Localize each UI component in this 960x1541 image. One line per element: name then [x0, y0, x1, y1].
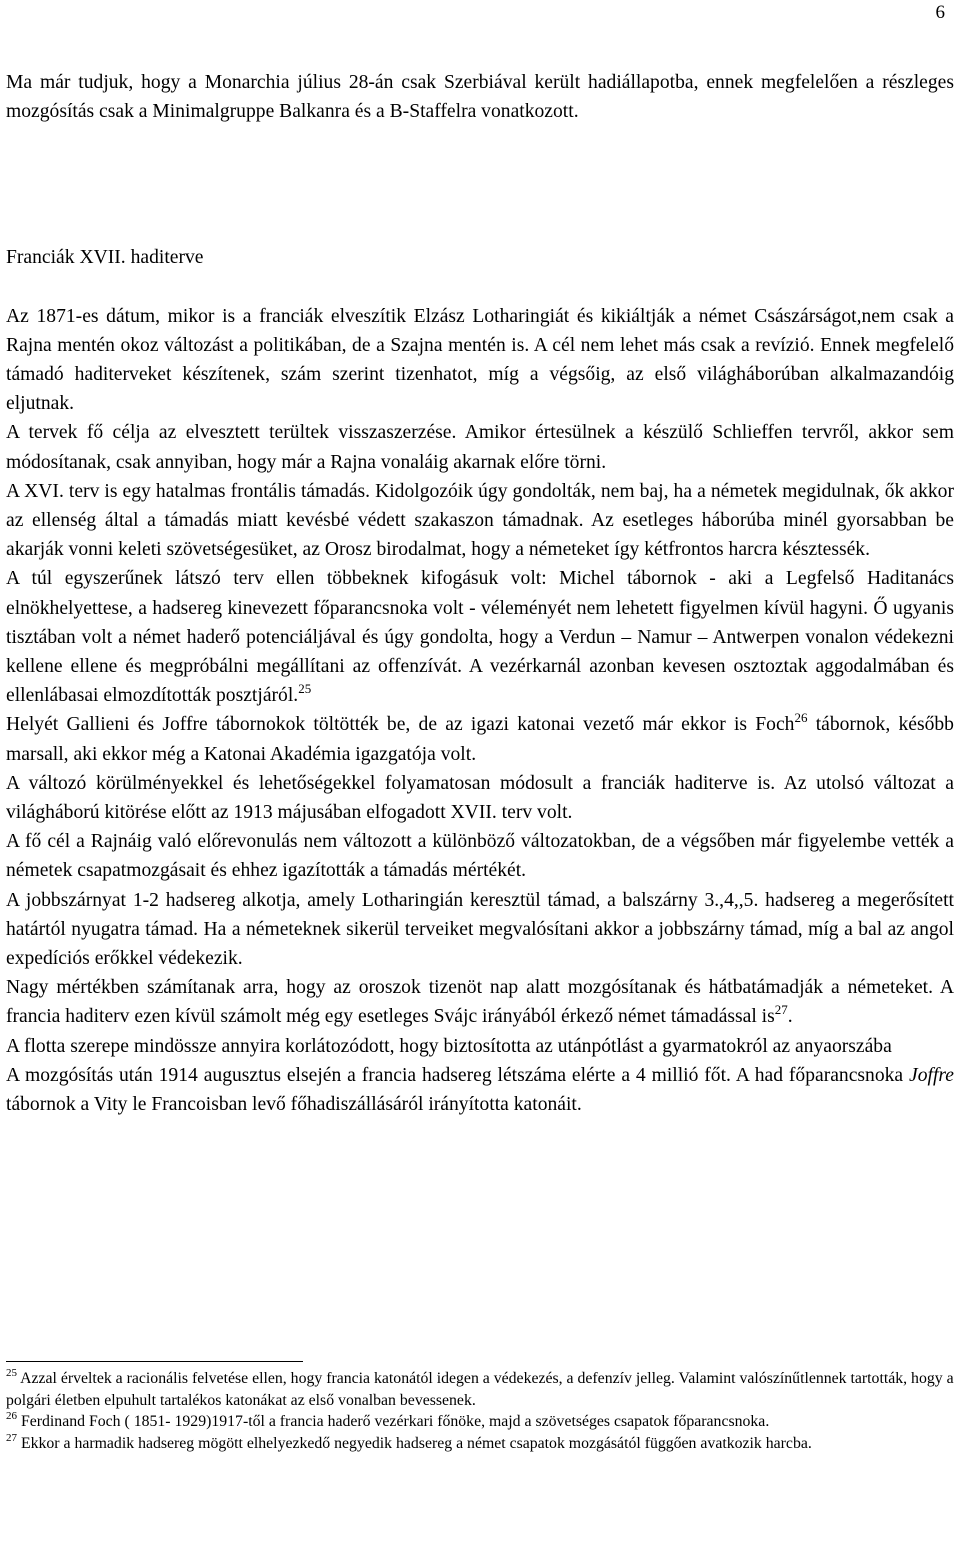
footnote-26	[6, 1411, 954, 1433]
paragraph: A XVI. terv is egy hatalmas frontális támadás. Kidolgozóik úgy gondolták, nem baj, ha a németek megidulnak, ők akkor az ellenség által a támadás miatt kevésbé védett szakaszon támadnak. Az esetleges háborúba minél gyorsabban be akarják vonni keleti szövetségesüket, az Orosz birodalmat, hogy a németeket így kétfrontos harcra késztessék.	[6, 480, 954, 561]
paragraph-text: A túl egyszerűnek látszó terv ellen többeknek kifogásuk volt: Michel tábornok - aki a Legfelső Haditanács elnökhelyettese, a hadsereg kinevezett főparancsnoka volt - véleményét nem lehetett figyelmen kívül hagyni. Ő ugyanis tisztában volt a német haderő potenciáljával és úgy gondolta, hogy a Verdun – Namur – Antwerpen vonalon védekezni kellene ellene és megpróbálni megállítani az offenzívát. A vezérkarnál azonban kevesen osztoztak aggodalmában és ellenlábasai elmozdították posztjáról.	[6, 568, 954, 707]
paragraph: A jobbszárnyat 1-2 hadsereg alkotja, amely Lotharingián keresztül támad, a balszárny 3.,4,,5. hadsereg a megerősített határtól nyugatra támad. Ha a németeknek sikerül terveiket megvalósítani akkor a jobbszárny támad, míg a bal az angol expedíciós erőkkel védekezik.	[6, 889, 954, 970]
paragraph-text: A mozgósítás után 1914 augusztus elsején a francia hadsereg létszáma elérte a 4 millió főt. A had főparancsnoka	[6, 1064, 910, 1086]
footnote-text: Azzal érveltek a racionális felvetése ellen, hogy francia katonától idegen a védekezés, a defenzív jelleg. Valamint valószínűtlennek tartották, hogy a polgári életben elpuhult tartalékos katonákat az első vonalban bevessenek.	[6, 1370, 954, 1409]
footnote-25	[6, 1368, 954, 1411]
paragraph-text: tábornok a Vity le Francoisban levő főhadiszállásáról irányította katonáit.	[6, 1094, 582, 1116]
paragraph	[6, 973, 954, 1031]
footnote-text: Ferdinand Foch ( 1851- 1929)1917-től a francia haderő vezérkari főnöke, majd a szövetséges csapatok főparancsnoka.	[17, 1413, 770, 1430]
footnote-27	[6, 1433, 954, 1455]
paragraph-text: tábornok, később marsall, aki ekkor még a Katonai Akadémia igazgatója volt.	[6, 714, 954, 765]
footnote-number: 25	[6, 1367, 17, 1379]
emphasis: Joffre	[909, 1064, 954, 1086]
spacer	[6, 126, 954, 243]
footnotes	[6, 1368, 954, 1454]
footnote-separator	[6, 1361, 303, 1362]
paragraph: A fő cél a Rajnáig való előrevonulás nem változott a különböző változatokban, de a végsőben már figyelembe vették a németek csapatmozgásait és ehhez igazították a támadás mértékét.	[6, 831, 954, 882]
paragraph: Az 1871-es dátum, mikor is a franciák elveszítik Elzász Lotharingiát és kikiáltják a német Császárságot,nem csak a Rajna mentén okoz változást a politikában, de a Szajna mentén is. A cél nem lehet más csak a revízió. Ennek megfelelő támadó haditerveket készítenek, szám szerint tizenhatot, míg a végsőig, az első világháborúban alkalmazandóig eljutnak.	[6, 305, 954, 415]
footnote-ref-25[interactable]: 25	[298, 681, 312, 697]
intro-paragraph: Ma már tudjuk, hogy a Monarchia július 28-án csak Szerbiával került hadiállapotba, ennek megfelelően a részleges mozgósítás csak a Minimalgruppe Balkanra és a B-Staffelra vonatkozott.	[6, 72, 954, 123]
paragraph-text: Nagy mértékben számítanak arra, hogy az oroszok tizenöt nap alatt mozgósítanak és hátbatámadják a németeket. A francia haditerv ezen kívül számolt még egy esetleges Svájc irányából érkező német támadással is	[6, 977, 954, 1028]
page-number: 6	[935, 2, 945, 23]
footnote-number: 26	[6, 1410, 17, 1422]
paragraph	[6, 1061, 954, 1119]
paragraph: A változó körülményekkel és lehetőségekkel folyamatosan módosult a franciák haditerve is. Az utolsó változat a világháború kitörése előtt az 1913 májusában elfogadott XVII. terv volt.	[6, 772, 954, 824]
document-body	[6, 68, 954, 1119]
section-heading: Franciák XVII. haditerve	[6, 247, 204, 269]
footnote-text: Ekkor a harmadik hadsereg mögött elhelyezkedő negyedik hadsereg a német csapatok mozgásától függően avatkozik harcba.	[17, 1434, 812, 1452]
footnote-ref-27[interactable]: 27	[774, 1002, 788, 1018]
paragraph	[6, 564, 954, 710]
footnote-number: 27	[6, 1431, 17, 1444]
paragraph: A flotta szerepe mindössze annyira korlátozódott, hogy biztosította az utánpótlást a gyarmatokról az anyaorszába	[6, 1035, 892, 1057]
paragraph-text: .	[787, 1006, 793, 1028]
paragraph	[6, 710, 954, 768]
spacer	[6, 273, 954, 302]
paragraph: A tervek fő célja az elvesztett terültek visszaszerzése. Amikor értesülnek a készülő Schlieffen tervről, akkor sem módosítanak, csak annyiban, hogy már a Rajna vonaláig akarnak előre törni.	[6, 422, 954, 473]
footnote-ref-26[interactable]: 26	[794, 710, 808, 726]
paragraph-text: Helyét Gallieni és Joffre tábornokok töltötték be, de az igazi katonai vezető már ekkor is Foch	[6, 714, 795, 736]
